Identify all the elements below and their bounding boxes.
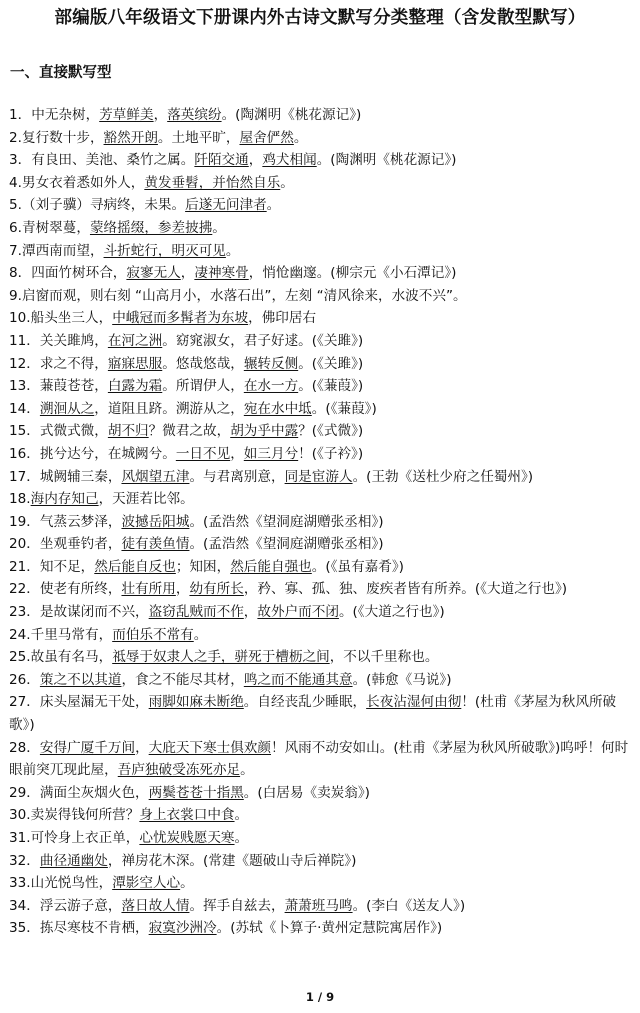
list-item [9,533,634,556]
item-text: ， [175,581,190,598]
section-heading: 一、直接默写型 [10,65,112,81]
answer-blank: 壮有所用 [121,581,176,598]
answer-blank: 胡为乎中露 [230,423,299,440]
item-text: 。(孟浩然《望洞庭湖赠张丞相》) [189,536,384,553]
answer-blank: 然后能自反也 [94,558,176,575]
answer-blank: 落英缤纷 [167,107,222,123]
item-text: 。窈窕淑女，君子好逑。(《关雎》) [162,332,364,349]
answer-blank: 萧萧班马鸣 [284,897,353,914]
item-text: 。(陶渊明《桃花源记》) [221,107,362,123]
item-text: 7.潭西南而望， [9,242,104,259]
list-item [9,737,634,782]
item-text: 34．浮云游子意， [9,897,122,914]
answer-blank: 盗窃乱贼而不作 [148,604,244,621]
list-item [9,240,634,263]
item-text: 3．有良田、美池、桑竹之属。 [9,152,195,169]
list-item [9,601,634,624]
item-text: 23．是故谋闭而不兴， [9,604,149,621]
list-item [9,624,634,647]
answer-blank: 而伯乐不常有 [112,626,194,643]
item-text: 8．四面竹树环合， [9,265,127,282]
item-text: 。 [234,807,249,824]
answer-blank: 长夜沾湿何由彻 [366,694,462,711]
list-item [9,420,634,443]
answer-blank: 溯洄从之 [39,400,95,417]
item-text: 。(白居易《卖炭翁》) [243,784,370,801]
item-text: ，食之不能尽其材， [121,671,244,688]
answer-blank: 在水一方 [243,378,299,395]
item-text: 。 [193,626,208,643]
answer-blank: 故外户而不闭 [257,604,339,621]
item-text: 。 [293,129,308,146]
item-text: 。(《蒹葭》) [311,400,377,417]
item-text: 29．满面尘灰烟火色， [9,784,149,801]
item-text: 22．使老有所终， [9,581,122,598]
item-text: 12．求之不得， [9,355,108,372]
item-text: ， [153,107,168,123]
item-text: 。 [212,219,226,236]
item-list [9,104,634,940]
answer-blank: 曲径通幽处 [39,852,108,869]
answer-blank: 安得广厦千万间 [39,739,136,756]
answer-blank: 寂寥无人 [126,265,181,282]
list-item [9,443,634,466]
answer-blank: 黄发垂髫，并怡然自乐 [144,174,281,191]
item-text: 。 [180,875,194,892]
item-text: 10.船头坐三人， [9,310,113,327]
item-text: 。所谓伊人， [162,378,244,395]
item-text: ，悄怆幽邃。(柳宗元《小石潭记》) [248,265,457,282]
item-text: ？微君之故， [148,423,231,440]
item-text: ，道阻且跻。溯游从之， [94,400,244,417]
list-item [9,669,634,692]
item-text: ， [230,445,244,462]
answer-blank: 寂寞沙洲冷 [148,920,217,937]
item-text: 16．挑兮达兮，在城阙兮。 [9,445,176,462]
item-text: 13．蒹葭苍苍， [9,378,108,395]
document-title: 部编版八年级语文下册课内外古诗文默写分类整理（含发散型默写） [54,8,586,28]
list-item [9,330,634,353]
answer-blank: 蒙络摇缀，参差披拂 [89,219,213,236]
item-text: 。 [240,762,254,779]
item-text: 。(孟浩然《望洞庭湖赠张丞相》) [189,513,384,530]
answer-blank: 胡不归 [107,423,149,440]
answer-blank: 芳草鲜美 [99,107,154,123]
item-text: 。(《大道之行也》) [338,604,445,621]
item-text: ，天涯若比邻。 [98,491,194,508]
item-text: 2.复行数十步， [9,129,104,146]
item-text: 。(陶渊明《桃花源记》) [316,152,457,169]
answer-blank: 在河之洲 [107,332,163,349]
list-item [9,375,634,398]
answer-blank: 如三月兮 [243,445,299,462]
answer-blank: 白露为霜 [107,378,163,395]
item-text: ；知困， [175,558,231,575]
item-text: 。(韩愈《马说》) [352,671,452,688]
list-item [9,872,634,895]
answer-blank: 身上衣裳口中食 [139,807,235,824]
item-text: 。(李白《送友人》) [352,897,466,914]
answer-blank: 中峨冠而多髯者为东坡 [112,310,249,327]
answer-blank: 同是宦游人 [284,468,353,485]
item-text: 14． [9,400,40,417]
list-item [9,172,634,195]
item-text: 。悠哉悠哉， [162,355,244,372]
page-number: 1 / 9 [305,990,335,1004]
item-text: 27．床头屋漏无干处， [9,694,149,711]
answer-blank: 阡陌交通 [194,152,249,169]
item-text: 5.（刘子骥）寻病终，未果。 [9,197,186,214]
list-item [9,691,634,736]
item-text: 。(《关雎》) [298,355,364,372]
item-text: 。 [266,197,281,214]
item-text: ， [243,604,258,621]
answer-blank: 后遂无问津者 [185,197,267,214]
list-item [9,850,634,873]
item-text: 。(《蒹葭》) [298,378,364,395]
answer-blank: 两鬓苍苍十指黑 [148,784,244,801]
answer-blank: 鸡犬相闻 [262,152,317,169]
answer-blank: 祗辱于奴隶人之手，骈死于槽枥之间 [112,649,330,666]
item-text: ！风雨不动安如山。(杜甫《茅屋为秋风所破歌》)呜呼！何时眼前突兀现此屋， [9,739,629,779]
answer-blank: 波撼岳阳城 [121,513,190,530]
answer-blank: 落日故人情 [121,897,190,914]
item-text: 17．城阙辅三秦， [9,468,122,485]
item-text: 6.青树翠蔓， [9,219,90,236]
answer-blank: 吾庐独破受冻死亦足 [117,762,241,779]
answer-blank: 豁然开朗 [103,129,158,146]
list-item [9,466,634,489]
list-item [9,578,634,601]
list-item [9,104,634,127]
list-item [9,917,634,940]
item-text: 9.启窗而观，则右刻 “山高月小，水落石出”，左刻 “清风徐来，水波不兴”。 [9,287,467,304]
item-text: 20．坐观垂钓者， [9,536,122,553]
answer-blank: 鸣之而不能通其意 [243,671,353,688]
list-item [9,353,634,376]
list-item [9,149,634,172]
list-item [9,307,634,330]
answer-blank: 凄神寒骨 [194,265,249,282]
answer-blank: 心忧炭贱愿天寒 [139,830,235,846]
item-text: 21．知不足， [9,558,95,575]
item-text: 。土地平旷， [157,129,240,146]
answer-blank: 斗折蛇行，明灭可见 [103,242,226,259]
answer-blank: 辗转反侧 [243,355,299,372]
item-text: 4.男女衣着悉如外人， [9,174,145,191]
item-text: ，矜、寡、孤、独、废疾者皆有所养。(《大道之行也》) [243,581,568,598]
item-text: 32． [9,852,40,869]
answer-blank: 海内存知己 [30,491,99,508]
answer-blank: 然后能自强也 [230,558,312,575]
item-text: 。(王勃《送杜少府之任蜀州》) [352,468,534,485]
item-text: 。与君离别意， [189,468,285,485]
list-item [9,895,634,918]
answer-blank: 雨脚如麻未断绝 [148,694,244,711]
item-text: 33.山光悦鸟性， [9,875,113,892]
answer-blank: 徒有羡鱼情 [121,536,190,553]
list-item [9,511,634,534]
item-text: 30.卖炭得钱何所营？ [9,807,140,824]
list-item [9,398,634,421]
item-text: 1．中无杂树， [9,107,100,123]
answer-blank: 潭影空人心 [112,875,181,892]
list-item [9,804,634,827]
item-text: 。 [280,174,294,191]
item-text: ， [135,739,149,756]
item-text: 18. [9,491,31,508]
list-item [9,127,634,150]
item-text: 28． [9,739,40,756]
item-text: 。(苏轼《卜算子·黄州定慧院寓居作》) [216,920,443,937]
answer-blank: 幼有所长 [189,581,244,598]
item-text: 。(《虽有嘉肴》) [311,558,404,575]
item-text: 26． [9,671,40,688]
answer-blank: 风烟望五津 [121,468,190,485]
item-text: ！(杜甫《茅屋为秋风所破歌》) [9,694,617,734]
item-text: 11．关关雎鸠， [9,332,108,349]
answer-blank: 寤寐思服 [107,355,163,372]
list-item [9,556,634,579]
list-item [9,262,634,285]
list-item [9,646,634,669]
answer-blank: 策之不以其道 [39,671,122,688]
list-item [9,782,634,805]
item-text: ， [248,152,263,169]
list-item [9,217,634,240]
item-text: 。 [225,242,240,259]
item-text: 。 [234,830,249,846]
item-text: 24.千里马常有， [9,626,113,643]
item-text: 25.故虽有名马， [9,649,113,666]
item-text: 19．气蒸云梦泽， [9,513,122,530]
answer-blank: 宛在水中坻 [243,400,312,417]
item-text: 35．拣尽寒枝不肯栖， [9,920,149,937]
answer-blank: 一日不见 [175,445,231,462]
item-text: 。自经丧乱少睡眠， [243,694,367,711]
list-item [9,827,634,850]
answer-blank: 大庇天下寒士俱欢颜 [148,739,271,756]
list-item [9,194,634,217]
list-item [9,285,634,308]
item-text: ！(《子衿》) [298,445,364,462]
item-text: 31.可怜身上衣正单， [9,830,140,846]
item-text: 15．式微式微， [9,423,108,440]
item-text: 。挥手自兹去， [189,897,285,914]
answer-blank: 屋舍俨然 [239,129,294,146]
item-text: ，不以千里称也。 [329,649,439,666]
item-text: ，禅房花木深。(常建《题破山寺后禅院》) [107,852,357,869]
item-text: ， [180,265,195,282]
item-text: ？(《式微》) [298,423,364,440]
item-text: ，佛印居右 [248,310,317,327]
list-item [9,488,634,511]
